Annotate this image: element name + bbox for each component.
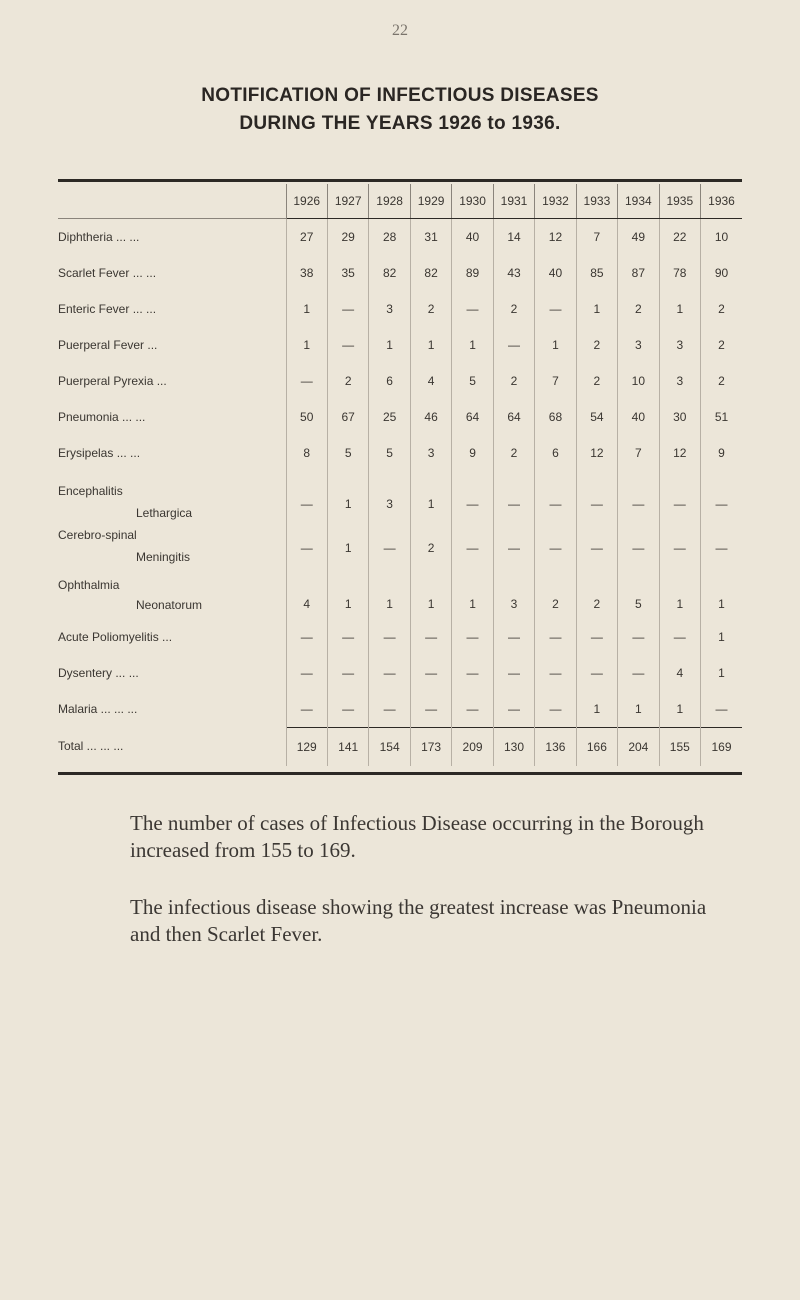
cell: 51 [701, 399, 742, 435]
cell: — [507, 541, 520, 555]
cell: 35 [327, 255, 368, 291]
cell: 1 [369, 571, 410, 619]
cell: — [549, 541, 562, 555]
cell: — [535, 291, 576, 327]
cell: — [452, 291, 493, 327]
cell: 22 [659, 219, 700, 256]
cell: 1 [618, 691, 659, 727]
cell: 46 [410, 399, 451, 435]
cell: 1 [427, 497, 435, 511]
cell-pair [327, 471, 368, 571]
cell: 3 [386, 497, 393, 511]
row-label-encephalitis [58, 471, 286, 571]
paragraph-cases-increase: The number of cases of Infectious Disease occurring in the Borough increased from 155 to 169. [130, 811, 704, 862]
cell: — [618, 619, 659, 655]
cell: 68 [535, 399, 576, 435]
cell: — [452, 619, 493, 655]
cell: 2 [493, 291, 534, 327]
cell: — [715, 497, 728, 511]
cell: 67 [327, 399, 368, 435]
cell: 3 [369, 291, 410, 327]
cell: 30 [659, 399, 700, 435]
table-row-total [58, 727, 742, 766]
year-header: 1928 [369, 184, 410, 219]
title-line-1: NOTIFICATION OF INFECTIOUS DISEASES [201, 85, 599, 106]
year-header-row [58, 184, 742, 219]
cell-pair [410, 471, 451, 571]
cell: — [715, 541, 728, 555]
label-line: Ophthalmia [58, 578, 120, 592]
cell: — [286, 363, 327, 399]
row-label: Acute Poliomyelitis ... [58, 630, 173, 644]
row-label: Malaria ... ... ... [58, 702, 138, 716]
page-title [0, 82, 800, 138]
label-line: Neonatorum [136, 598, 203, 612]
cell: — [452, 691, 493, 727]
cell: 166 [576, 727, 617, 766]
cell: 1 [576, 691, 617, 727]
cell: — [383, 541, 396, 555]
table-row [58, 399, 742, 435]
year-header: 1927 [327, 184, 368, 219]
cell: 64 [493, 399, 534, 435]
label-line: Meningitis [136, 550, 191, 564]
cell: 27 [286, 219, 327, 256]
cell: 31 [410, 219, 451, 256]
cell-pair [493, 471, 534, 571]
cell: — [535, 691, 576, 727]
cell: 6 [369, 363, 410, 399]
cell: — [452, 655, 493, 691]
year-header: 1930 [452, 184, 493, 219]
cell: 7 [576, 219, 617, 256]
cell: 8 [286, 435, 327, 471]
year-header: 1931 [493, 184, 534, 219]
row-label: Puerperal Pyrexia ... [58, 374, 167, 388]
cell: — [286, 691, 327, 727]
table-row-ophthalmia [58, 571, 742, 619]
cell: 40 [535, 255, 576, 291]
cell: — [673, 497, 686, 511]
cell: 87 [618, 255, 659, 291]
cell: — [369, 691, 410, 727]
cell: — [618, 655, 659, 691]
cell: 4 [286, 571, 327, 619]
year-header: 1933 [576, 184, 617, 219]
table-bottom-rule [58, 772, 742, 775]
cell: — [535, 619, 576, 655]
cell: 173 [410, 727, 451, 766]
cell: 85 [576, 255, 617, 291]
row-label: Scarlet Fever ... ... [58, 266, 157, 280]
cell: 1 [327, 571, 368, 619]
cell: 2 [618, 291, 659, 327]
cell: — [493, 619, 534, 655]
row-label: Puerperal Fever ... [58, 338, 158, 352]
cell: 1 [701, 655, 742, 691]
cell: — [549, 497, 562, 511]
cell: 10 [701, 219, 742, 256]
cell: — [466, 497, 479, 511]
cell: 2 [701, 327, 742, 363]
table-row [58, 327, 742, 363]
cell: 3 [618, 327, 659, 363]
cell: 154 [369, 727, 410, 766]
table-top-rule [58, 179, 742, 182]
cell: 9 [452, 435, 493, 471]
cell: 2 [427, 541, 435, 555]
cell-pair [701, 471, 742, 571]
cell: — [327, 291, 368, 327]
cell: 89 [452, 255, 493, 291]
table-row [58, 655, 742, 691]
cell: 1 [286, 291, 327, 327]
cell: — [659, 619, 700, 655]
title-line-2: DURING THE YEARS 1926 to 1936. [239, 113, 561, 134]
cell: 2 [410, 291, 451, 327]
cell: 54 [576, 399, 617, 435]
year-header: 1935 [659, 184, 700, 219]
cell: — [327, 327, 368, 363]
cell: 1 [369, 327, 410, 363]
table-row-encephalitis [58, 471, 742, 571]
disease-table [58, 184, 742, 766]
label-line: Encephalitis [58, 484, 123, 498]
year-header: 1929 [410, 184, 451, 219]
cell: 1 [701, 619, 742, 655]
year-header: 1926 [286, 184, 327, 219]
header-corner [58, 184, 286, 219]
table-row [58, 619, 742, 655]
cell: — [286, 655, 327, 691]
cell: — [327, 655, 368, 691]
cell: 5 [327, 435, 368, 471]
cell: 6 [535, 435, 576, 471]
cell: — [466, 541, 479, 555]
cell: 1 [410, 571, 451, 619]
year-header: 1934 [618, 184, 659, 219]
row-label: Pneumonia ... ... [58, 410, 146, 424]
cell-pair [452, 471, 493, 571]
label-line: Lethargica [136, 506, 193, 520]
cell: 82 [410, 255, 451, 291]
cell: 82 [369, 255, 410, 291]
cell: 1 [452, 571, 493, 619]
cell: 10 [618, 363, 659, 399]
cell: — [632, 497, 645, 511]
cell: 1 [576, 291, 617, 327]
label-line: Cerebro-spinal [58, 528, 137, 542]
cell: 5 [369, 435, 410, 471]
cell: 4 [410, 363, 451, 399]
cell: 38 [286, 255, 327, 291]
cell: — [576, 655, 617, 691]
cell: 129 [286, 727, 327, 766]
row-label: Erysipelas ... ... [58, 446, 141, 460]
year-header: 1932 [535, 184, 576, 219]
row-label: Dysentery ... ... [58, 666, 139, 680]
table-row [58, 435, 742, 471]
cell: — [410, 655, 451, 691]
cell-pair [369, 471, 410, 571]
cell: 2 [576, 571, 617, 619]
cell: — [327, 691, 368, 727]
cell: 78 [659, 255, 700, 291]
cell-pair [286, 471, 327, 571]
cell: 1 [701, 571, 742, 619]
cell: 2 [327, 363, 368, 399]
cell: 204 [618, 727, 659, 766]
cell: — [673, 541, 686, 555]
cell: 12 [659, 435, 700, 471]
cell: — [576, 619, 617, 655]
cell: — [327, 619, 368, 655]
cell: — [493, 691, 534, 727]
cell: 7 [535, 363, 576, 399]
cell: — [493, 655, 534, 691]
cell: 3 [410, 435, 451, 471]
cell: — [369, 619, 410, 655]
cell: 209 [452, 727, 493, 766]
year-header: 1936 [701, 184, 742, 219]
cell: — [300, 497, 313, 511]
cell: 12 [576, 435, 617, 471]
cell: — [632, 541, 645, 555]
cell: 64 [452, 399, 493, 435]
cell: 2 [535, 571, 576, 619]
cell: 7 [618, 435, 659, 471]
cell: 2 [493, 363, 534, 399]
table-row [58, 291, 742, 327]
cell: 4 [659, 655, 700, 691]
cell: 2 [701, 291, 742, 327]
cell: 1 [659, 571, 700, 619]
table-row [58, 691, 742, 727]
cell: 1 [344, 497, 352, 511]
cell: — [369, 655, 410, 691]
cell: 1 [410, 327, 451, 363]
cell: 25 [369, 399, 410, 435]
cell: 29 [327, 219, 368, 256]
cell: 3 [659, 363, 700, 399]
cell: 9 [701, 435, 742, 471]
cell: 3 [659, 327, 700, 363]
cell: 5 [452, 363, 493, 399]
row-label: Enteric Fever ... ... [58, 302, 157, 316]
cell: 1 [344, 541, 352, 555]
cell: — [535, 655, 576, 691]
cell: — [300, 541, 313, 555]
cell: 155 [659, 727, 700, 766]
cell: — [493, 327, 534, 363]
row-label-total: Total ... ... ... [58, 739, 124, 754]
cell: 1 [452, 327, 493, 363]
cell-pair [576, 471, 617, 571]
row-label: Diphtheria ... ... [58, 230, 140, 244]
cell: 3 [493, 571, 534, 619]
cell: 40 [618, 399, 659, 435]
row-label-ophthalmia [58, 571, 286, 619]
cell: — [286, 619, 327, 655]
cell-pair [535, 471, 576, 571]
cell: 43 [493, 255, 534, 291]
cell: 28 [369, 219, 410, 256]
table-row [58, 255, 742, 291]
cell: 5 [618, 571, 659, 619]
cell: — [701, 691, 742, 727]
cell: 2 [576, 327, 617, 363]
cell: 14 [493, 219, 534, 256]
cell: 90 [701, 255, 742, 291]
cell: — [410, 619, 451, 655]
cell: 1 [286, 327, 327, 363]
cell: 141 [327, 727, 368, 766]
paragraph-greatest-increase: The infectious disease showing the greatest increase was Pneumonia and then Scarlet Fever. [130, 895, 707, 946]
cell: 50 [286, 399, 327, 435]
cell: 1 [659, 691, 700, 727]
cell: 40 [452, 219, 493, 256]
cell: — [590, 541, 603, 555]
cell: 130 [493, 727, 534, 766]
cell: 136 [535, 727, 576, 766]
cell: 2 [576, 363, 617, 399]
cell: 2 [493, 435, 534, 471]
cell: 1 [535, 327, 576, 363]
cell: 169 [701, 727, 742, 766]
table-row [58, 219, 742, 256]
cell: 1 [659, 291, 700, 327]
cell-pair [659, 471, 700, 571]
page-number: 22 [392, 22, 408, 39]
cell-pair [618, 471, 659, 571]
cell: 12 [535, 219, 576, 256]
cell: — [507, 497, 520, 511]
cell: — [590, 497, 603, 511]
cell: 2 [701, 363, 742, 399]
cell: — [410, 691, 451, 727]
cell: 49 [618, 219, 659, 256]
table-row [58, 363, 742, 399]
